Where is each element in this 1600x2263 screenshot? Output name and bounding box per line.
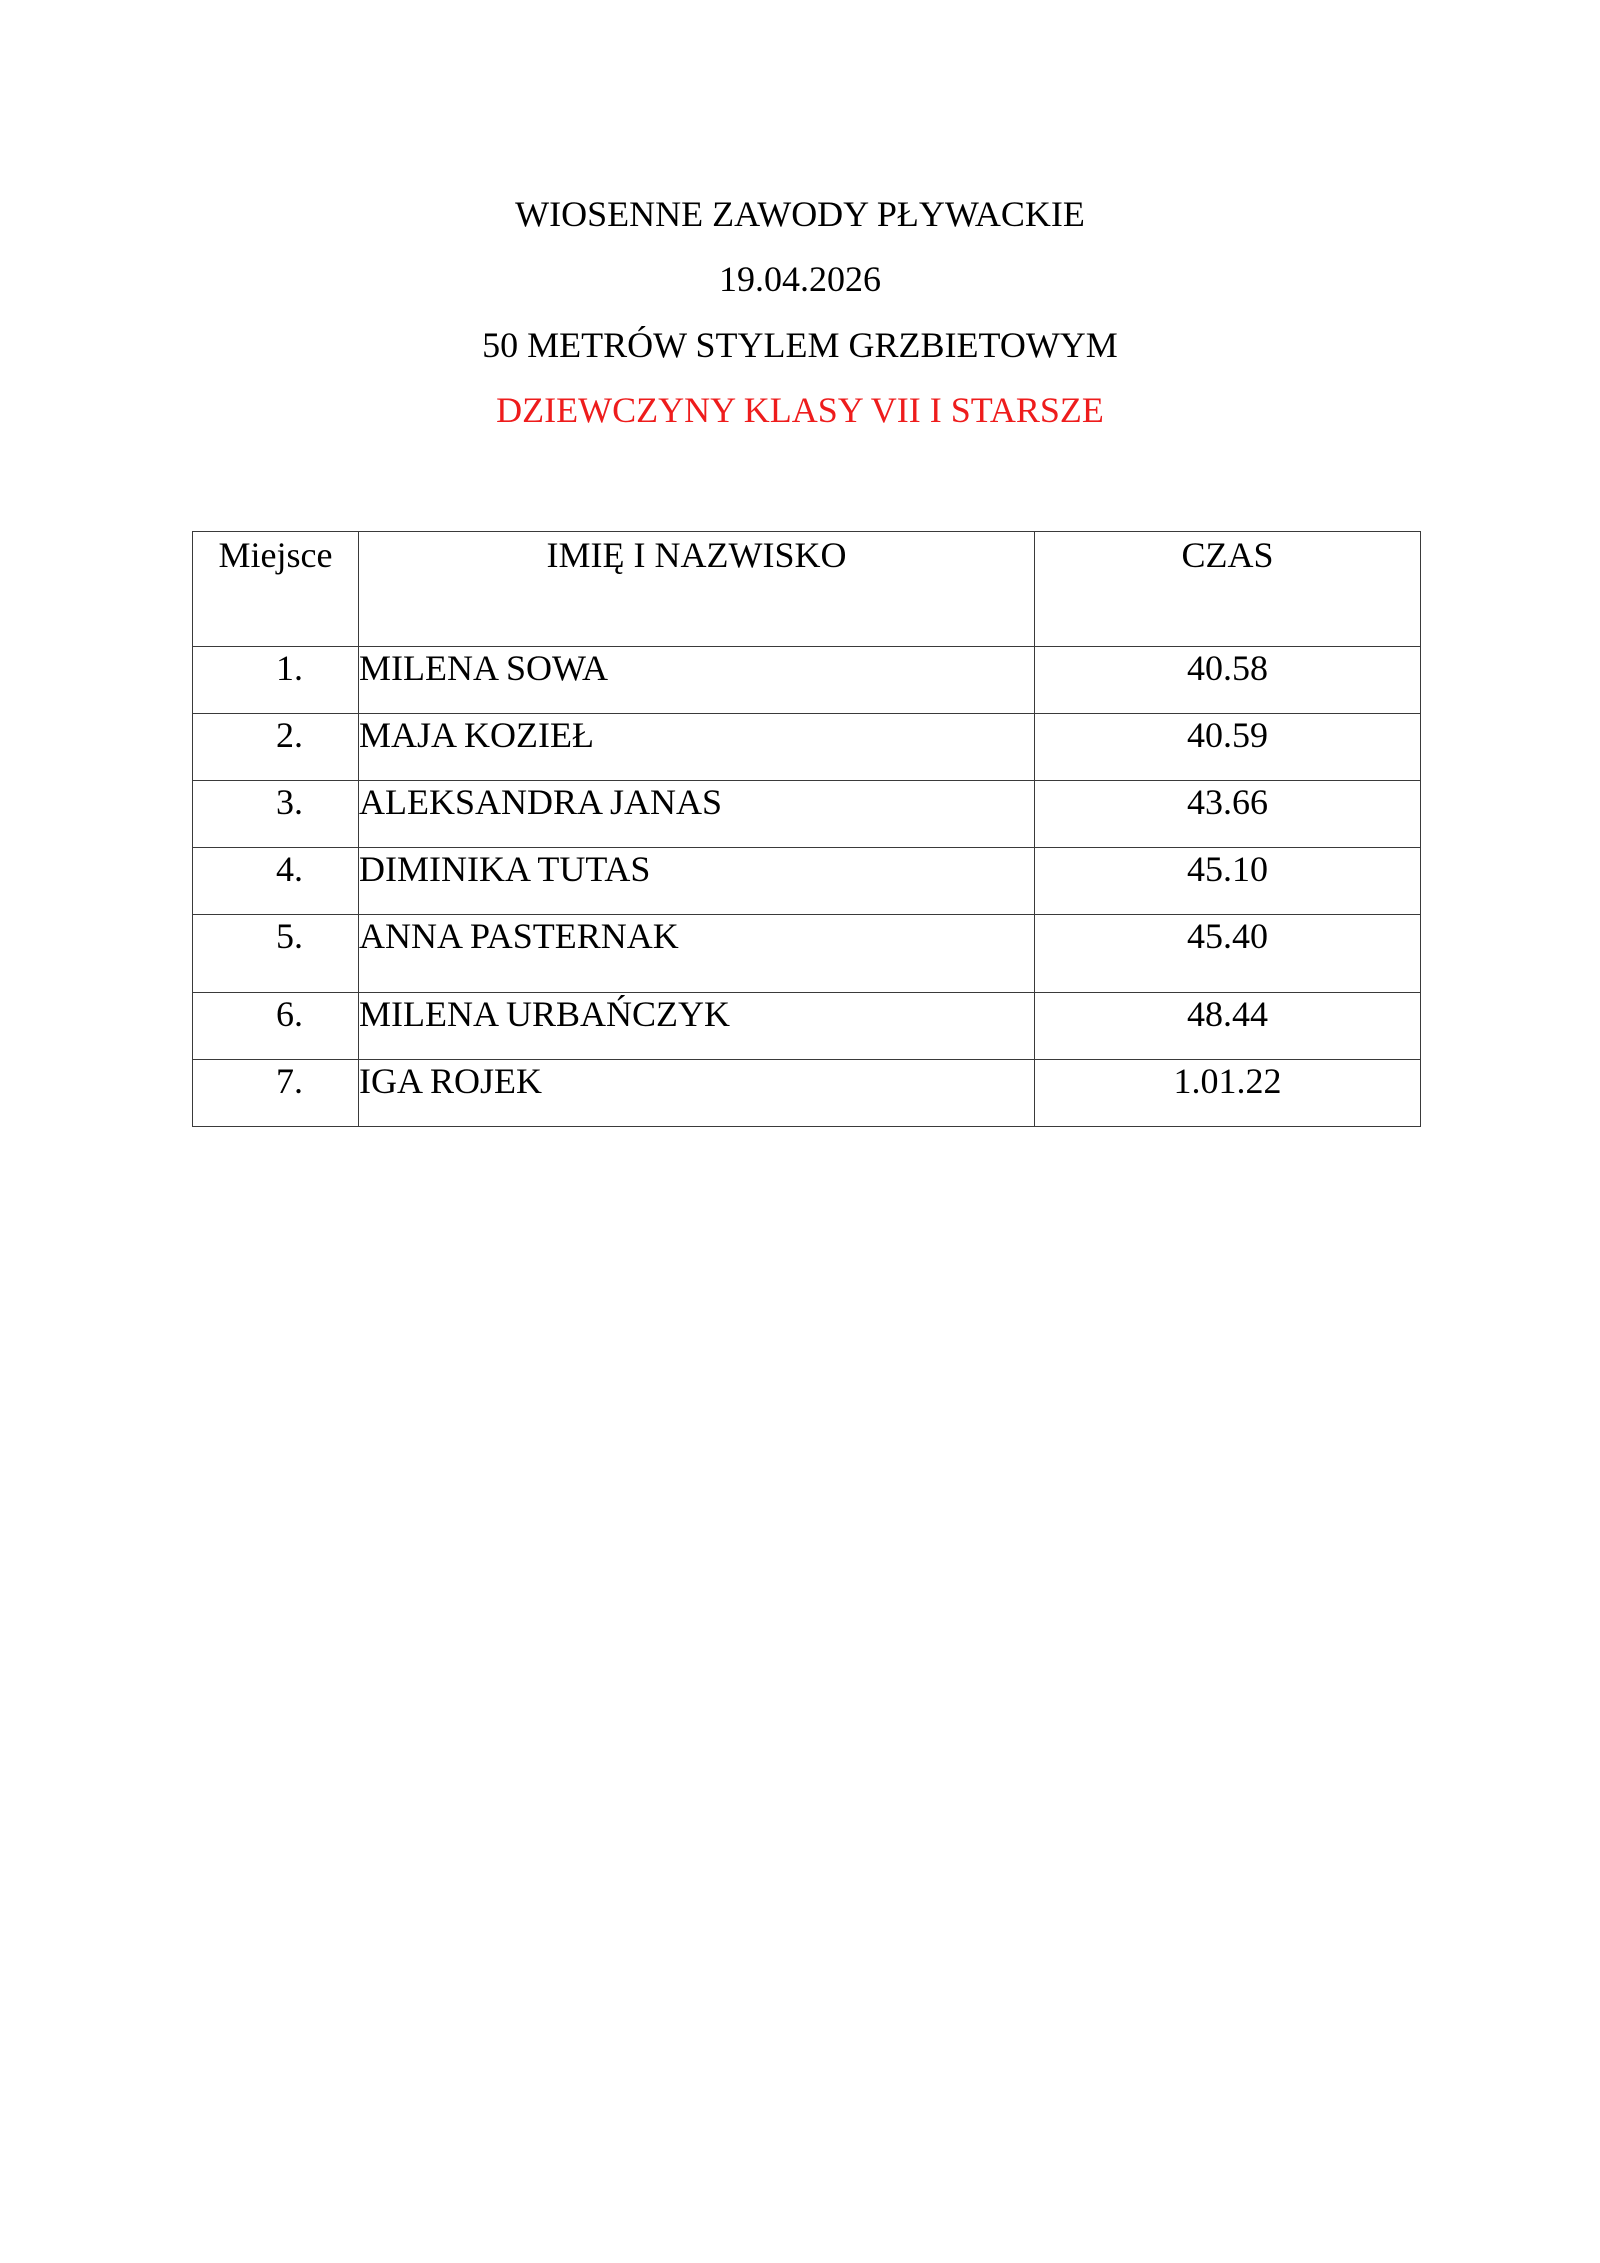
category-label: DZIEWCZYNY KLASY VII I STARSZE bbox=[496, 390, 1104, 430]
table-row bbox=[193, 714, 1421, 781]
results-table bbox=[192, 531, 1421, 1127]
place-cell: 2. bbox=[193, 714, 359, 781]
place-cell: 3. bbox=[193, 781, 359, 848]
name-cell: ALEKSANDRA JANAS bbox=[359, 781, 1035, 848]
place-cell: 6. bbox=[193, 993, 359, 1060]
name-cell: DIMINIKA TUTAS bbox=[359, 848, 1035, 915]
name-cell: MAJA KOZIEŁ bbox=[359, 714, 1035, 781]
table-header-row bbox=[193, 532, 1421, 647]
column-header-time: CZAS bbox=[1035, 532, 1421, 647]
name-cell: MILENA URBAŃCZYK bbox=[359, 993, 1035, 1060]
time-cell: 1.01.22 bbox=[1035, 1060, 1421, 1127]
document-title: WIOSENNE ZAWODY PŁYWACKIE bbox=[515, 194, 1085, 234]
event-name: 50 METRÓW STYLEM GRZBIETOWYM bbox=[482, 325, 1118, 365]
place-cell: 1. bbox=[193, 647, 359, 714]
table-row bbox=[193, 781, 1421, 848]
name-cell: IGA ROJEK bbox=[359, 1060, 1035, 1127]
event-date: 19.04.2026 bbox=[719, 259, 881, 299]
time-cell: 40.59 bbox=[1035, 714, 1421, 781]
table-row bbox=[193, 647, 1421, 714]
column-header-place: Miejsce bbox=[193, 532, 359, 647]
time-cell: 48.44 bbox=[1035, 993, 1421, 1060]
place-cell: 7. bbox=[193, 1060, 359, 1127]
name-cell: ANNA PASTERNAK bbox=[359, 915, 1035, 993]
table-row bbox=[193, 848, 1421, 915]
time-cell: 45.40 bbox=[1035, 915, 1421, 993]
time-cell: 45.10 bbox=[1035, 848, 1421, 915]
place-cell: 5. bbox=[193, 915, 359, 993]
table-row bbox=[193, 993, 1421, 1060]
time-cell: 40.58 bbox=[1035, 647, 1421, 714]
name-cell: MILENA SOWA bbox=[359, 647, 1035, 714]
table-row bbox=[193, 1060, 1421, 1127]
time-cell: 43.66 bbox=[1035, 781, 1421, 848]
column-header-name: IMIĘ I NAZWISKO bbox=[359, 532, 1035, 647]
place-cell: 4. bbox=[193, 848, 359, 915]
table-row bbox=[193, 915, 1421, 993]
